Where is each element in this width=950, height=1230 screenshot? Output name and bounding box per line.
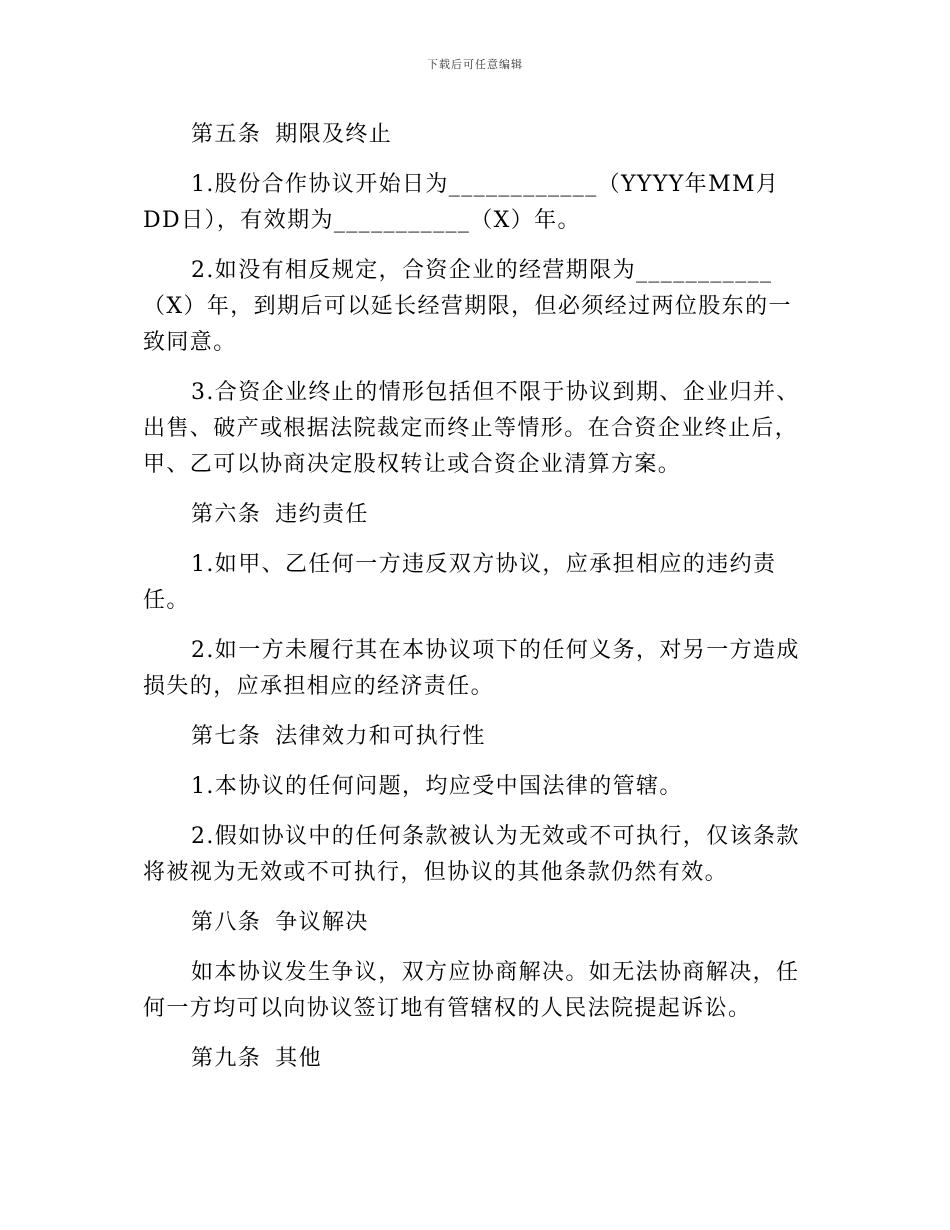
article-7-heading	[143, 719, 813, 755]
article-9-title: 其他	[275, 1046, 323, 1071]
article-7-clause-2: 2.假如协议中的任何条款被认为无效或不可执行，仅该条款将被视为无效或不可执行，但协议的其他条款仍然有效。	[143, 824, 800, 885]
article-6-number: 第六条	[191, 502, 262, 527]
article-8-title: 争议解决	[275, 910, 369, 935]
article-8-heading	[143, 905, 813, 941]
article-5-heading	[143, 117, 813, 153]
article-7-clause-1: 1.本协议的任何问题，均应受中国法律的管辖。	[191, 774, 683, 799]
article-7-title: 法律效力和可执行性	[275, 724, 486, 749]
article-8-clause-1: 如本协议发生争议，双方应协商解决。如无法协商解决，任何一方均可以向协议签订地有管辖权的人民法院提起诉讼。	[143, 960, 800, 1021]
document-body	[143, 117, 813, 1091]
article-6-heading	[143, 497, 813, 533]
article-5-clause-2: 2.如没有相反规定，合资企业的经营期限为___________（X）年，到期后可以延长经营期限，但必须经过两位股东的一致同意。	[143, 258, 792, 355]
article-9-number: 第九条	[191, 1046, 262, 1071]
article-8-number: 第八条	[191, 910, 262, 935]
article-6-clause-1: 1.如甲、乙任何一方违反双方协议，应承担相应的违约责任。	[143, 552, 777, 613]
page-header: 下载后可任意编辑	[427, 58, 523, 71]
article-5-clause-3: 3.合资企业终止的情形包括但不限于协议到期、企业归并、出售、破产或根据法院裁定而终止等情形。在合资企业终止后，甲、乙可以协商决定股权转让或合资企业清算方案。	[143, 380, 800, 477]
article-5-number: 第五条	[191, 122, 262, 147]
article-9-heading	[143, 1041, 813, 1077]
article-5-clause-1: 1.股份合作协议开始日为____________（YYYY年MM月DD日），有效期为___________（X）年。	[143, 172, 780, 233]
article-6-title: 违约责任	[275, 502, 369, 527]
article-7-number: 第七条	[191, 724, 262, 749]
article-5-title: 期限及终止	[275, 122, 393, 147]
article-6-clause-2: 2.如一方未履行其在本协议项下的任何义务，对另一方造成损失的，应承担相应的经济责任。	[143, 638, 800, 699]
